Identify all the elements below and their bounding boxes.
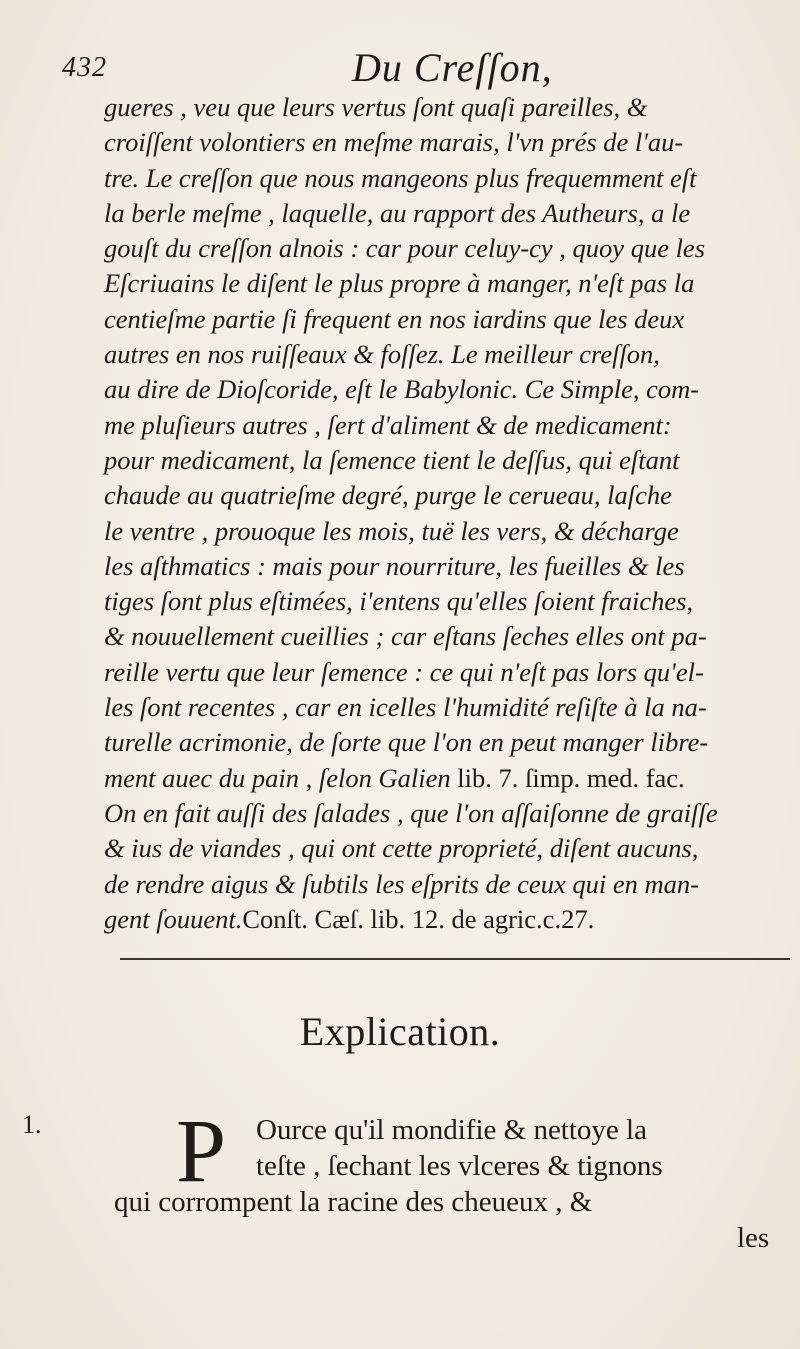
- text-line: gouſt du creſſon alnois : car pour celuy-cy , quoy que les: [104, 233, 706, 264]
- text-line: turelle acrimonie, de ſorte que l'on en peut manger libre-: [104, 727, 709, 758]
- page-header: [62, 44, 740, 94]
- text-line: chaude au quatrieſme degré, purge le cerueau, laſche: [104, 480, 672, 511]
- section-heading: Explication.: [299, 1009, 501, 1054]
- text-line: de rendre aigus & ſubtils les eſprits de ceux qui en man-: [104, 868, 699, 899]
- text-line: croiſſent volontiers en meſme marais, l'vn prés de l'au-: [104, 127, 684, 158]
- text-line: On en fait auſſi des ſalades , que l'on aſſaiſonne de graiſſe: [104, 797, 718, 828]
- note-line: teſte , ſechant les vlceres & tignons: [256, 1150, 663, 1182]
- text-line: autres en nos ruiſſeaux & foſſez. Le meilleur creſſon,: [104, 339, 660, 370]
- page-number: 432: [62, 52, 107, 83]
- citation-italic: ment auec du pain , ſelon Galien: [104, 762, 451, 793]
- text-line-citation: [104, 761, 794, 796]
- text-line: & nouuellement cueillies ; car eſtans ſeches elles ont pa-: [104, 621, 707, 652]
- note-line: Ource qu'il mondifie & nettoye la: [256, 1114, 647, 1146]
- text-line: Eſcriuains le diſent le plus propre à manger, n'eſt pas la: [104, 268, 695, 299]
- citation-reference: lib. 7. ſimp. med. fac.: [450, 762, 685, 793]
- text-line: gueres , veu que leurs vertus ſont quaſi pareilles, &: [104, 92, 648, 122]
- citation-reference: Conſt. Cæſ. lib. 12. de agric.c.27.: [242, 903, 595, 934]
- text-line: & ius de viandes , qui ont cette proprieté, diſent aucuns,: [104, 833, 699, 864]
- drop-capital: P: [176, 1102, 227, 1201]
- text-line: tre. Le creſſon que nous mangeons plus frequemment eſt: [104, 162, 697, 193]
- running-title: Du Creſſon,: [352, 45, 553, 90]
- text-line: pour medicament, la ſemence tient le deſſus, qui eſtant: [104, 444, 680, 475]
- text-line: tiges ſont plus eſtimées, i'entens qu'elles ſoient fraiches,: [104, 586, 694, 617]
- catchword: les: [737, 1222, 770, 1254]
- note-number: 1.: [22, 1110, 42, 1139]
- section-divider: [120, 958, 790, 960]
- text-line: la berle meſme , laquelle, au rapport des Autheurs, a le: [104, 197, 691, 228]
- text-line: les aſthmatics : mais pour nourriture, les fueilles & les: [104, 550, 685, 581]
- text-line: au dire de Dioſcoride, eſt le Babylonic. Ce Simple, com-: [104, 374, 700, 405]
- text-line: les ſont recentes , car en icelles l'humidité reſiſte à la na-: [104, 692, 707, 723]
- text-line: me pluſieurs autres , ſert d'aliment & de medicament:: [104, 409, 672, 440]
- main-text-block: [104, 90, 794, 937]
- text-line: reille vertu que leur ſemence : ce qui n'eſt pas lors qu'el-: [104, 656, 704, 687]
- note-line: qui corrompent la racine des cheueux , &: [114, 1186, 593, 1218]
- citation-italic: gent ſouuent.: [104, 903, 243, 934]
- text-line-citation: [104, 902, 794, 937]
- text-line: centieſme partie ſi frequent en nos iardins que les deux: [104, 303, 685, 334]
- text-line: le ventre , prouoque les mois, tuë les vers, & décharge: [104, 515, 679, 546]
